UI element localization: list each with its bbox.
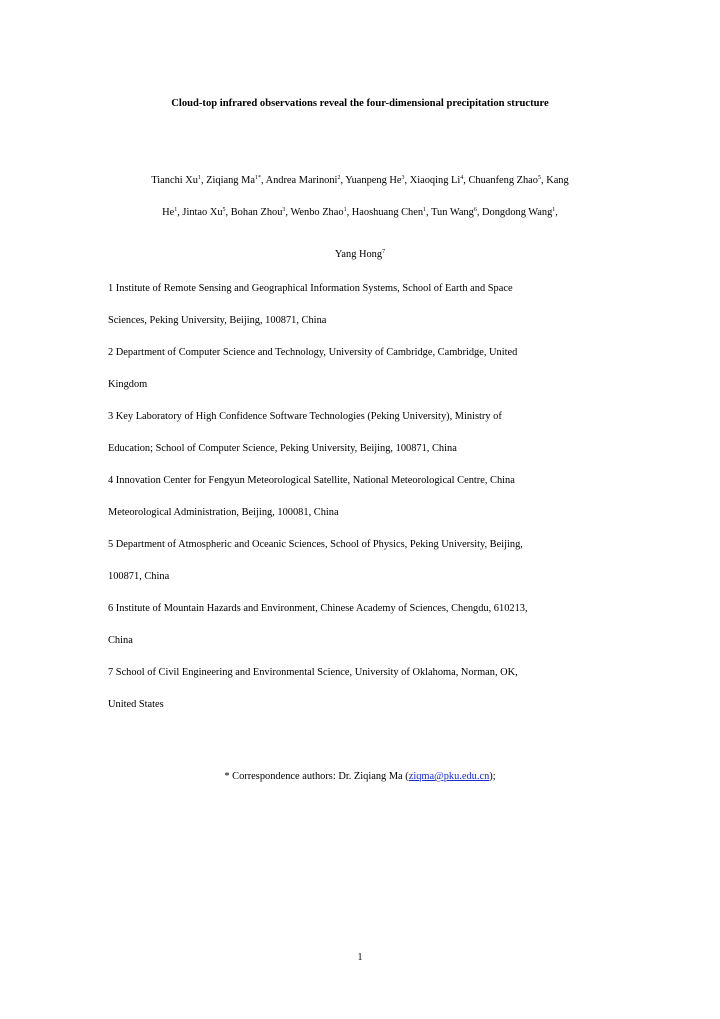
affiliation-line: 100871, China [108,571,170,582]
author: Yang Hong$^7$ [334,249,386,260]
author: Yuanpeng He$^3$, [345,175,410,186]
author: Tianchi Xu$^1$, [151,175,207,186]
author: Dongdong Wang$^1$, [482,207,558,218]
author-line-1 [100,175,620,186]
author-line-2 [100,207,620,218]
correspondence-suffix: ); [489,771,496,782]
affiliation-line: 6 Institute of Mountain Hazards and Environment, Chinese Academy of Sciences, Chengdu, 610213, [108,603,528,614]
affiliation-line: 4 Innovation Center for Fengyun Meteorological Satellite, National Meteorological Centre, China [108,475,515,486]
affiliation-line: 7 School of Civil Engineering and Environmental Science, University of Oklahoma, Norman, OK, [108,667,518,678]
author: Xiaoqing Li$^4$, [409,175,469,186]
affiliation-line: Education; School of Computer Science, Peking University, Beijing, 100871, China [108,443,457,454]
author: Wenbo Zhao$^1$, [290,207,352,218]
author-last-part: He$^1$, [162,207,183,218]
correspondence-prefix: * Correspondence authors: Dr. Ziqiang Ma ( [224,771,409,782]
author-first-part: Kang [546,175,569,186]
author: Andrea Marinoni$^2$, [265,175,346,186]
affiliation-line: 1 Institute of Remote Sensing and Geographical Information Systems, School of Earth and Space [108,283,513,294]
author: Jintao Xu$^5$, [182,207,231,218]
affiliation-line: China [108,635,133,646]
author: Chuanfeng Zhao$^5$, [468,175,547,186]
author: Haoshuang Chen$^1$, [351,207,432,218]
email-link[interactable]: ziqma@pku.edu.cn [408,771,490,782]
affiliation-line: Meteorological Administration, Beijing, 100081, China [108,507,339,518]
affiliation-line: Sciences, Peking University, Beijing, 100871, China [108,315,327,326]
affiliation-line: 5 Department of Atmospheric and Oceanic Sciences, School of Physics, Peking University, Beijing, [108,539,523,550]
page-number: 1 [357,952,363,963]
author: Bohan Zhou$^3$, [230,207,291,218]
paper-title: Cloud-top infrared observations reveal the four-dimensional precipitation structure [171,98,549,109]
correspondence-note [0,771,720,782]
affiliation-line: Kingdom [108,379,148,390]
affiliation-line: United States [108,699,164,710]
author-line-3 [100,249,620,260]
author: Tun Wang$^6$, [431,207,483,218]
author: Ziqiang $Ma^{1*}$, [206,175,266,186]
affiliation-line: 2 Department of Computer Science and Technology, University of Cambridge, Cambridge, United [108,347,518,358]
affiliation-line: 3 Key Laboratory of High Confidence Software Technologies (Peking University), Ministry of [108,411,502,422]
